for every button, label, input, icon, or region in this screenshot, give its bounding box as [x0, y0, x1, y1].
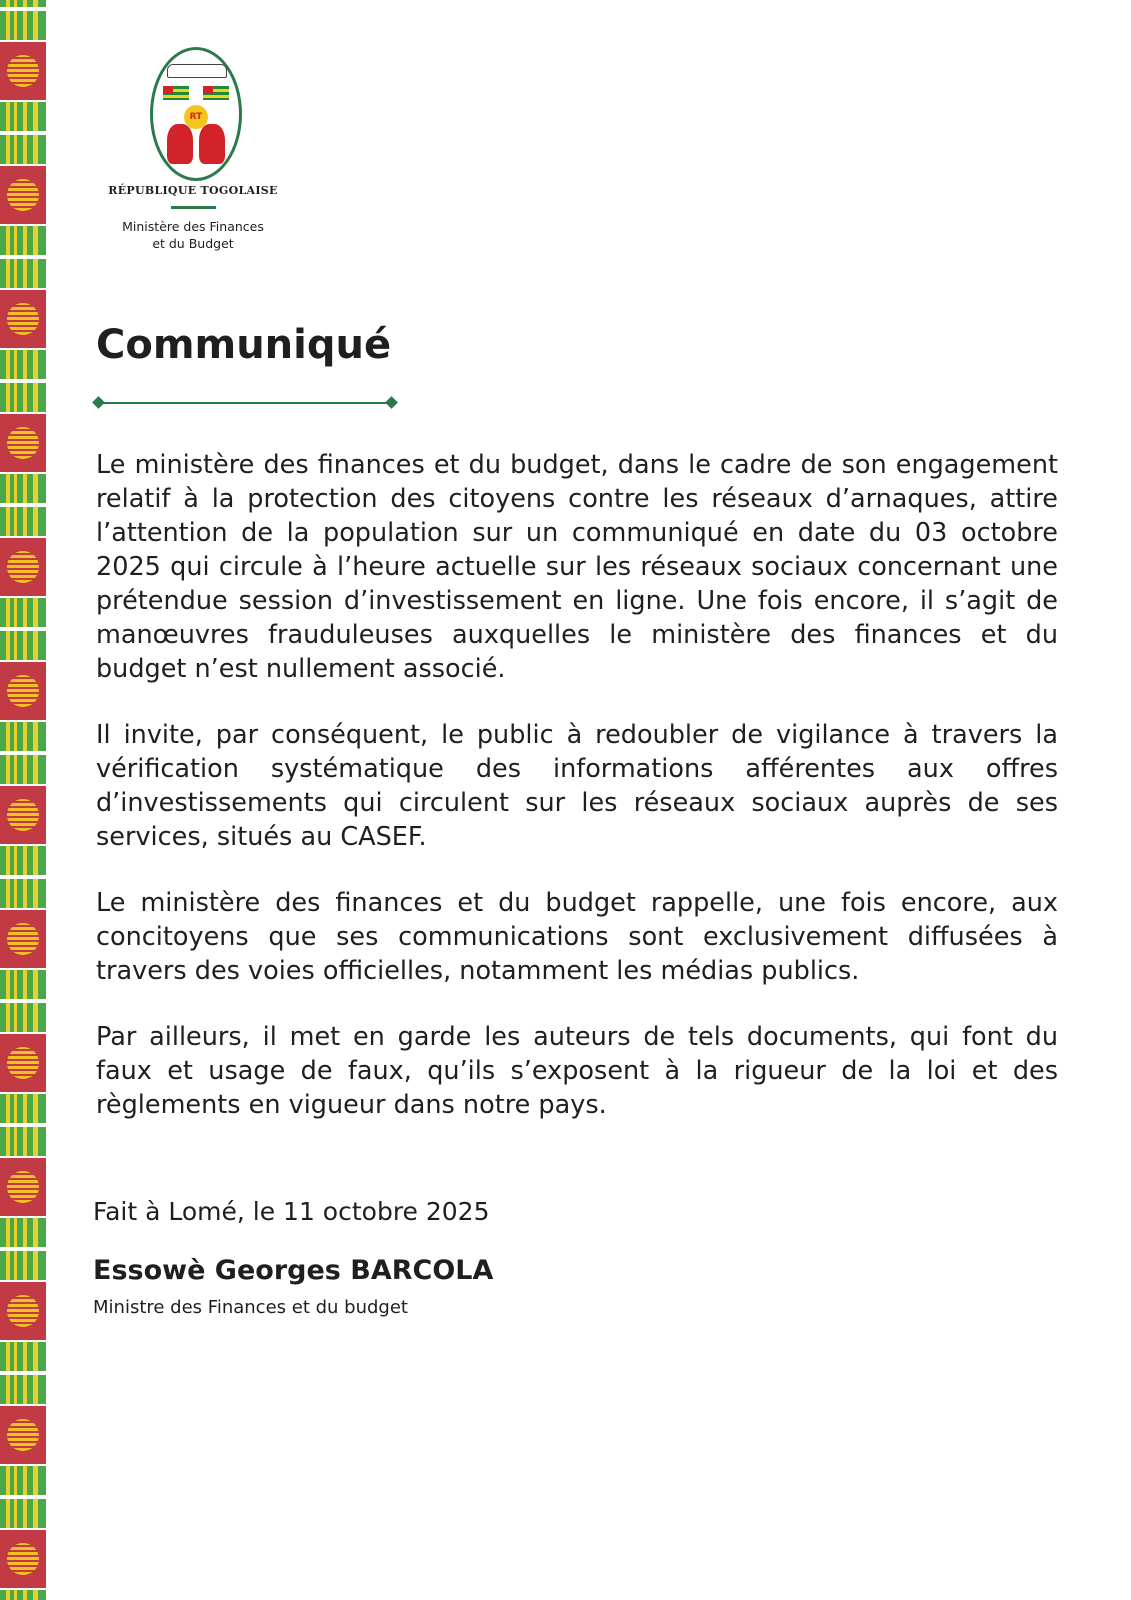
kente-stripe-block	[0, 846, 46, 908]
kente-stripe-block	[0, 722, 46, 784]
document-body	[96, 448, 1058, 1154]
motto-banner-icon	[167, 64, 227, 78]
kente-stripe-block	[0, 1218, 46, 1280]
kente-stripe-block	[0, 350, 46, 412]
sun-motif-icon	[7, 303, 39, 335]
lion-left-icon	[167, 124, 193, 164]
kente-sun-block	[0, 1158, 46, 1216]
signatory-name: Essowè Georges BARCOLA	[93, 1255, 494, 1286]
kente-sun-block	[0, 290, 46, 348]
kente-stripe-block	[0, 226, 46, 288]
kente-sun-block	[0, 1530, 46, 1588]
kente-stripe-block	[0, 598, 46, 660]
ministry-line-2: et du Budget	[152, 236, 234, 251]
coat-of-arms-emblem	[150, 47, 242, 181]
kente-stripe-block	[0, 102, 46, 164]
kente-sun-block	[0, 1034, 46, 1092]
kente-stripe-block	[0, 1590, 46, 1600]
republic-name: RÉPUBLIQUE TOGOLAISE	[108, 184, 278, 197]
sun-motif-icon	[7, 427, 39, 459]
sun-motif-icon	[7, 179, 39, 211]
kente-stripe-block	[0, 0, 46, 40]
sun-motif-icon	[7, 675, 39, 707]
flag-right-icon	[203, 86, 229, 100]
kente-sun-block	[0, 1282, 46, 1340]
sun-motif-icon	[7, 1419, 39, 1451]
sun-motif-icon	[7, 551, 39, 583]
document-title: Communiqué	[96, 322, 392, 368]
kente-sun-block	[0, 166, 46, 224]
kente-stripe-block	[0, 474, 46, 536]
flag-left-icon	[163, 86, 189, 100]
ministry-line-1: Ministère des Finances	[122, 219, 264, 234]
kente-sun-block	[0, 42, 46, 100]
kente-sun-block	[0, 662, 46, 720]
sun-motif-icon	[7, 1543, 39, 1575]
kente-sun-block	[0, 910, 46, 968]
kente-stripe-block	[0, 1094, 46, 1156]
kente-stripe-block	[0, 1342, 46, 1404]
paragraph: Par ailleurs, il met en garde les auteurs de tels documents, qui font du faux et usage de faux, qu’ils s’exposent à la rigueur de la loi et des règlements en vigueur dans notre pays.	[96, 1022, 1058, 1120]
title-divider	[98, 402, 392, 404]
sun-motif-icon	[7, 923, 39, 955]
signatory-role: Ministre des Finances et du budget	[93, 1297, 408, 1318]
paragraph: Il invite, par conséquent, le public à redoubler de vigilance à travers la vérification systématique des informations afférentes aux offres d’investissements qui circulent sur les réseaux sociaux auprès de ses services, situés au CASEF.	[96, 720, 1058, 852]
emblem-initials: RT	[184, 105, 208, 129]
lion-right-icon	[199, 124, 225, 164]
paragraph: Le ministère des finances et du budget rappelle, une fois encore, aux concitoyens que ses communications sont exclusivement diffusées à travers des voies officielles, notamment les médias publics.	[96, 888, 1058, 986]
kente-sun-block	[0, 786, 46, 844]
header-divider	[171, 206, 216, 209]
kente-sun-block	[0, 538, 46, 596]
kente-stripe-block	[0, 1466, 46, 1528]
sun-motif-icon	[7, 1171, 39, 1203]
kente-sun-block	[0, 1406, 46, 1464]
sun-motif-icon	[7, 1047, 39, 1079]
sun-motif-icon	[7, 1295, 39, 1327]
paragraph: Le ministère des finances et du budget, dans le cadre de son engagement relatif à la protection des citoyens contre les réseaux d’arnaques, attire l’attention de la population sur un communiqué en date du 03 octobre 2025 qui circule à l’heure actuelle sur les réseaux sociaux concernant une prétendue session d’investissement en ligne. Une fois encore, il s’agit de manœuvres frauduleuses auxquelles le ministère des finances et du budget n’est nullement associé.	[96, 450, 1058, 684]
kente-stripe-block	[0, 970, 46, 1032]
kente-border	[0, 0, 46, 1600]
sun-motif-icon	[7, 799, 39, 831]
date-line: Fait à Lomé, le 11 octobre 2025	[93, 1197, 490, 1226]
sun-motif-icon	[7, 55, 39, 87]
kente-sun-block	[0, 414, 46, 472]
ministry-name	[100, 218, 286, 252]
